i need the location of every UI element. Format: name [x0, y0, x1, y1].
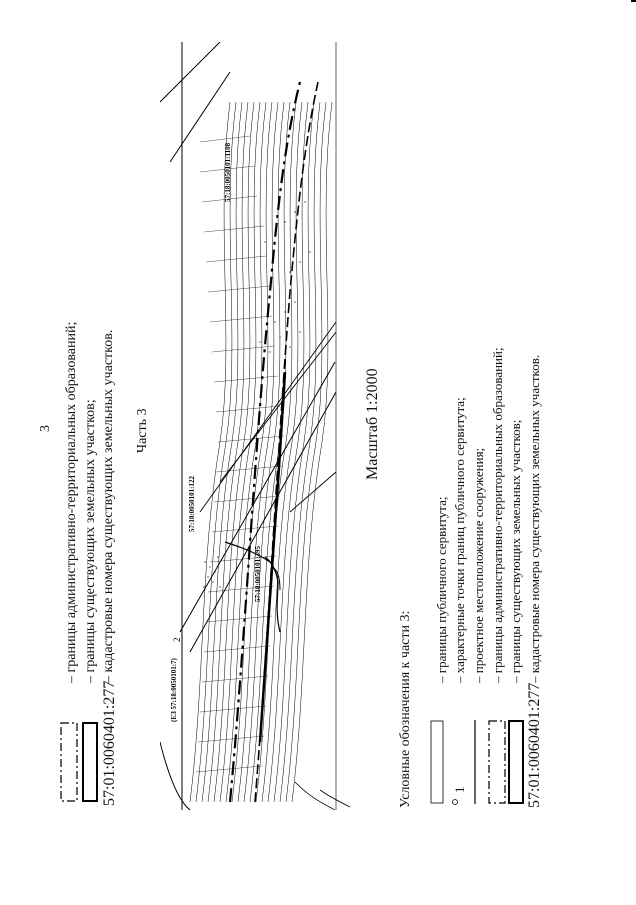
legend-bottom-item-3: – проектное местоположение сооружения; — [471, 447, 486, 683]
scale-label: Масштаб 1:2000 — [364, 368, 381, 480]
legend-bottom-item-6: – кадастровые номера существующих земельных участков. — [527, 354, 542, 683]
map-label-zu-1108: 57:18:0050101:1108 — [224, 142, 232, 202]
legend-bottom-servitude-swatch — [430, 720, 444, 804]
map-label-corner: 2 — [172, 637, 182, 642]
map-label-zu-395: 57:18:0050101:395 — [254, 546, 262, 602]
legend-bottom-item-2: – характерные точки границ публичного сервитута; — [452, 397, 467, 683]
legend-top-cadnum-sample: 57:01:0060401:277 — [101, 680, 118, 806]
page-edge-mark — [631, 0, 636, 2]
legend-top-solid-box-swatch — [82, 722, 98, 802]
legend-bottom-cadnum-sample: 57:01:0060401:277 — [526, 682, 543, 808]
legend-top-dashdot-swatch — [60, 722, 78, 802]
cadastral-map — [160, 42, 360, 810]
bottom-legend-title: Условные обозначения к части 3: — [398, 610, 413, 808]
map-label-zu-122: 57:18:0050101:122 — [188, 476, 196, 532]
map-label-ez-7: (ЕЗ 57:18:0050101:7) — [170, 658, 178, 722]
legend-bottom-line-swatch — [472, 720, 478, 804]
legend-bottom-item-1: – границы публичного сервитута; — [434, 496, 449, 683]
legend-top-item-3: – кадастровые номера существующих земельных участков. — [101, 329, 116, 683]
part-title: Часть 3 — [135, 408, 150, 453]
legend-bottom-point-number: 1 — [452, 786, 467, 793]
legend-bottom-item-5: – границы существующих земельных участков; — [508, 419, 523, 683]
legend-top-item-1: – границы административно-территориальных образований; — [64, 321, 79, 683]
legend-bottom-item-4: – границы административно-территориальных образований; — [490, 347, 505, 683]
legend-bottom-dashdot-swatch — [488, 720, 506, 804]
page-number: 3 — [38, 425, 53, 432]
legend-bottom-solid-box-swatch — [508, 720, 524, 804]
legend-top-item-2: – границы существующих земельных участков; — [83, 399, 98, 683]
